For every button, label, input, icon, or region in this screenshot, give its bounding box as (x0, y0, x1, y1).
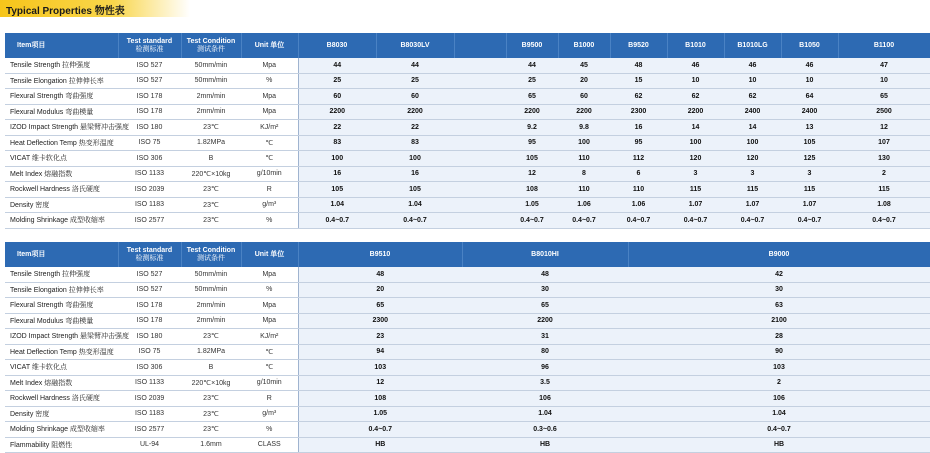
grade-header: B1010 (667, 33, 724, 58)
property-value: 25 (376, 73, 454, 89)
property-value: 20 (298, 282, 462, 298)
test-standard: ISO 306 (118, 360, 181, 376)
test-condition: 23℃ (181, 213, 241, 229)
property-value: 1.06 (610, 197, 667, 213)
property-value: 10 (667, 73, 724, 89)
test-condition: 2mm/min (181, 298, 241, 314)
unit: % (241, 73, 298, 89)
property-value: 64 (781, 89, 838, 105)
property-value: 0.4~0.7 (781, 213, 838, 229)
grade-header: B9000 (628, 242, 930, 267)
table-row (5, 182, 930, 198)
test-standard: ISO 2039 (118, 391, 181, 407)
property-value (454, 73, 506, 89)
test-standard: ISO 178 (118, 298, 181, 314)
unit: R (241, 182, 298, 198)
property-value: 103 (298, 360, 462, 376)
test-standard: ISO 527 (118, 282, 181, 298)
table-row (5, 166, 930, 182)
property-value: 2300 (298, 313, 462, 329)
property-name: IZOD Impact Strength 悬梁臂冲击强度 (5, 120, 118, 136)
property-name: Flexural Modulus 弯曲模量 (5, 313, 118, 329)
property-name: Tensile Strength 拉伸强度 (5, 267, 118, 282)
property-value: 1.04 (298, 197, 376, 213)
property-value: 106 (462, 391, 628, 407)
grade-header: B9500 (506, 33, 558, 58)
property-name: VICAT 维卡软化点 (5, 151, 118, 167)
property-name: IZOD Impact Strength 悬梁臂冲击强度 (5, 329, 118, 345)
property-value: 31 (462, 329, 628, 345)
property-value: 110 (558, 182, 610, 198)
property-value: 83 (298, 135, 376, 151)
test-condition: 50mm/min (181, 282, 241, 298)
property-value: 108 (298, 391, 462, 407)
property-value: 2200 (462, 313, 628, 329)
property-value: 105 (376, 182, 454, 198)
property-value: 65 (838, 89, 930, 105)
property-value (454, 151, 506, 167)
unit: g/m³ (241, 406, 298, 422)
test-condition: 1.82MPa (181, 135, 241, 151)
table-1-body (5, 58, 930, 228)
property-value: 105 (298, 182, 376, 198)
test-condition: 220℃×10kg (181, 375, 241, 391)
property-value: 20 (558, 73, 610, 89)
test-condition: 23℃ (181, 329, 241, 345)
property-name: Density 密度 (5, 406, 118, 422)
grade-header: B8030 (298, 33, 376, 58)
table-row (5, 298, 930, 314)
unit: R (241, 391, 298, 407)
property-value: 28 (628, 329, 930, 345)
table-row (5, 104, 930, 120)
test-standard: ISO 75 (118, 135, 181, 151)
property-value: 3 (781, 166, 838, 182)
grade-header: B9520 (610, 33, 667, 58)
test-standard: ISO 178 (118, 89, 181, 105)
property-name: Flexural Strength 弯曲强度 (5, 298, 118, 314)
grade-header: B1010LG (724, 33, 781, 58)
property-value (454, 197, 506, 213)
property-value: 115 (838, 182, 930, 198)
property-value: 44 (298, 58, 376, 73)
property-value: 22 (298, 120, 376, 136)
table-row (5, 375, 930, 391)
test-standard: ISO 527 (118, 73, 181, 89)
property-value: 0.4~0.7 (506, 213, 558, 229)
property-value: 96 (462, 360, 628, 376)
test-standard: ISO 180 (118, 329, 181, 345)
property-value: 100 (298, 151, 376, 167)
property-value: 2200 (558, 104, 610, 120)
test-condition: 2mm/min (181, 89, 241, 105)
property-value: 2200 (667, 104, 724, 120)
test-condition: B (181, 360, 241, 376)
property-value: 42 (628, 267, 930, 282)
test-condition: 23℃ (181, 197, 241, 213)
property-value: 16 (376, 166, 454, 182)
property-value: 62 (610, 89, 667, 105)
property-value: 0.4~0.7 (298, 422, 462, 438)
property-value: 22 (376, 120, 454, 136)
property-value: 16 (298, 166, 376, 182)
property-value: 108 (506, 182, 558, 198)
test-condition: 1.82MPa (181, 344, 241, 360)
property-value: 120 (667, 151, 724, 167)
unit: ℃ (241, 135, 298, 151)
unit: CLASS (241, 437, 298, 453)
property-value: 3.5 (462, 375, 628, 391)
table-header-row (5, 242, 930, 267)
table-row (5, 267, 930, 282)
grade-header: B8010HI (462, 242, 628, 267)
table-row (5, 89, 930, 105)
property-value: 25 (506, 73, 558, 89)
property-value: 115 (667, 182, 724, 198)
property-value: 65 (298, 298, 462, 314)
table-row (5, 313, 930, 329)
table-row (5, 406, 930, 422)
property-value: 14 (724, 120, 781, 136)
grade-header: B9510 (298, 242, 462, 267)
test-standard: ISO 75 (118, 344, 181, 360)
property-value: 30 (462, 282, 628, 298)
unit: Mpa (241, 58, 298, 73)
property-value: 65 (506, 89, 558, 105)
property-value: 48 (610, 58, 667, 73)
property-value: 2400 (724, 104, 781, 120)
property-value: 25 (298, 73, 376, 89)
property-value: 105 (781, 135, 838, 151)
property-value: 106 (628, 391, 930, 407)
unit: ℃ (241, 151, 298, 167)
property-value (454, 182, 506, 198)
property-value: 63 (628, 298, 930, 314)
unit: KJ/m² (241, 120, 298, 136)
unit: % (241, 213, 298, 229)
property-value: 2400 (781, 104, 838, 120)
unit: % (241, 422, 298, 438)
header-item: Item项目 (5, 33, 118, 58)
test-standard: ISO 1133 (118, 375, 181, 391)
property-value: 94 (298, 344, 462, 360)
test-condition: 23℃ (181, 120, 241, 136)
property-value: 0.4~0.7 (376, 213, 454, 229)
unit: g/10min (241, 375, 298, 391)
property-value: 14 (667, 120, 724, 136)
table-row (5, 282, 930, 298)
property-value: 16 (610, 120, 667, 136)
property-value: 0.4~0.7 (724, 213, 781, 229)
property-value: 1.08 (838, 197, 930, 213)
property-value: 2 (628, 375, 930, 391)
grade-header: B1100 (838, 33, 930, 58)
property-value (454, 213, 506, 229)
property-value: 3 (667, 166, 724, 182)
test-condition: 23℃ (181, 422, 241, 438)
test-condition: 23℃ (181, 182, 241, 198)
property-value: 0.4~0.7 (667, 213, 724, 229)
table-row (5, 391, 930, 407)
test-condition: 23℃ (181, 406, 241, 422)
header-standard: Test standard 检测标准 (118, 33, 181, 58)
unit: Mpa (241, 298, 298, 314)
table-row (5, 73, 930, 89)
property-name: Rockwell Hardness 洛氏硬度 (5, 182, 118, 198)
property-value: 100 (558, 135, 610, 151)
property-value: 1.04 (462, 406, 628, 422)
property-name: Molding Shrinkage 成型收缩率 (5, 213, 118, 229)
table-row (5, 344, 930, 360)
test-condition: 220℃×10kg (181, 166, 241, 182)
property-value: 95 (610, 135, 667, 151)
property-value: 9.2 (506, 120, 558, 136)
properties-table-1 (5, 33, 930, 229)
property-value: 48 (298, 267, 462, 282)
property-value: 47 (838, 58, 930, 73)
table-header-row (5, 33, 930, 58)
property-value: 44 (506, 58, 558, 73)
property-value: 45 (558, 58, 610, 73)
property-value: 46 (781, 58, 838, 73)
table-row (5, 151, 930, 167)
property-value: 1.05 (506, 197, 558, 213)
test-standard: ISO 178 (118, 313, 181, 329)
property-value: 0.4~0.7 (610, 213, 667, 229)
property-value: 12 (506, 166, 558, 182)
property-value: 62 (724, 89, 781, 105)
property-value: 1.04 (628, 406, 930, 422)
test-standard: ISO 1183 (118, 406, 181, 422)
property-value: 2 (838, 166, 930, 182)
property-value: 100 (376, 151, 454, 167)
test-condition: 2mm/min (181, 313, 241, 329)
property-value: HB (628, 437, 930, 453)
page-title: Typical Properties 物性表 (6, 6, 125, 17)
title-banner (0, 0, 190, 17)
property-value: 46 (667, 58, 724, 73)
property-value: 44 (376, 58, 454, 73)
property-value: 2200 (376, 104, 454, 120)
property-value (454, 166, 506, 182)
property-name: Flexural Modulus 弯曲模量 (5, 104, 118, 120)
property-value: 65 (462, 298, 628, 314)
property-value: 8 (558, 166, 610, 182)
header-unit: Unit 单位 (241, 242, 298, 267)
property-value: 48 (462, 267, 628, 282)
property-value: HB (298, 437, 462, 453)
grade-header: B1000 (558, 33, 610, 58)
test-standard: ISO 527 (118, 58, 181, 73)
property-value: 2200 (506, 104, 558, 120)
property-value: 0.4~0.7 (628, 422, 930, 438)
property-name: Tensile Elongation 拉伸伸长率 (5, 73, 118, 89)
property-name: Tensile Strength 拉伸强度 (5, 58, 118, 73)
unit: Mpa (241, 89, 298, 105)
test-standard: ISO 306 (118, 151, 181, 167)
property-value: 110 (610, 182, 667, 198)
property-value: 130 (838, 151, 930, 167)
property-value: 2500 (838, 104, 930, 120)
unit: ℃ (241, 344, 298, 360)
property-value: 10 (781, 73, 838, 89)
property-value: 3 (724, 166, 781, 182)
table-row (5, 58, 930, 73)
unit: g/m³ (241, 197, 298, 213)
property-value: 12 (838, 120, 930, 136)
test-condition: 1.6mm (181, 437, 241, 453)
test-standard: ISO 178 (118, 104, 181, 120)
property-value: 90 (628, 344, 930, 360)
property-value: 10 (724, 73, 781, 89)
property-value: 103 (628, 360, 930, 376)
property-name: VICAT 维卡软化点 (5, 360, 118, 376)
property-value: 0.4~0.7 (298, 213, 376, 229)
grade-header: B1050 (781, 33, 838, 58)
property-value: 23 (298, 329, 462, 345)
property-value: 60 (558, 89, 610, 105)
property-value: 83 (376, 135, 454, 151)
property-value (454, 89, 506, 105)
test-condition: 50mm/min (181, 267, 241, 282)
table-2-body (5, 267, 930, 453)
property-name: Tensile Elongation 拉伸伸长率 (5, 282, 118, 298)
test-standard: ISO 2577 (118, 213, 181, 229)
property-value: 15 (610, 73, 667, 89)
property-value: 60 (376, 89, 454, 105)
unit: ℃ (241, 360, 298, 376)
property-value: 12 (298, 375, 462, 391)
unit: Mpa (241, 104, 298, 120)
table-row (5, 360, 930, 376)
unit: Mpa (241, 313, 298, 329)
property-value: 1.04 (376, 197, 454, 213)
property-name: Flexural Strength 弯曲强度 (5, 89, 118, 105)
property-value: 105 (506, 151, 558, 167)
unit: KJ/m² (241, 329, 298, 345)
table-row (5, 120, 930, 136)
property-name: Melt Index 熔融指数 (5, 166, 118, 182)
property-name: Heat Deflection Temp 热变形温度 (5, 135, 118, 151)
table-row (5, 135, 930, 151)
table-row (5, 437, 930, 453)
property-name: Flammability 阻燃性 (5, 437, 118, 453)
property-name: Rockwell Hardness 洛氏硬度 (5, 391, 118, 407)
property-value: 120 (724, 151, 781, 167)
property-name: Heat Deflection Temp 热变形温度 (5, 344, 118, 360)
table-row (5, 422, 930, 438)
property-value: 115 (724, 182, 781, 198)
header-standard: Test standard 检测标准 (118, 242, 181, 267)
test-standard: ISO 527 (118, 267, 181, 282)
property-value (454, 104, 506, 120)
test-condition: 50mm/min (181, 73, 241, 89)
header-unit: Unit 单位 (241, 33, 298, 58)
test-standard: ISO 2039 (118, 182, 181, 198)
test-condition: 50mm/min (181, 58, 241, 73)
property-value (454, 58, 506, 73)
property-value: HB (462, 437, 628, 453)
property-value: 100 (667, 135, 724, 151)
test-condition: 2mm/min (181, 104, 241, 120)
property-value: 100 (724, 135, 781, 151)
property-value: 1.07 (667, 197, 724, 213)
table-row (5, 213, 930, 229)
grade-header (454, 33, 506, 58)
unit: g/10min (241, 166, 298, 182)
property-value: 2100 (628, 313, 930, 329)
property-value: 1.06 (558, 197, 610, 213)
unit: % (241, 282, 298, 298)
property-value: 9.8 (558, 120, 610, 136)
test-standard: UL-94 (118, 437, 181, 453)
property-value: 2200 (298, 104, 376, 120)
property-value: 62 (667, 89, 724, 105)
property-value: 0.3~0.6 (462, 422, 628, 438)
header-condition: Test Condition 测试条件 (181, 242, 241, 267)
property-value (454, 120, 506, 136)
property-name: Melt Index 熔融指数 (5, 375, 118, 391)
test-condition: B (181, 151, 241, 167)
property-value: 95 (506, 135, 558, 151)
property-value (454, 135, 506, 151)
property-value: 6 (610, 166, 667, 182)
property-name: Density 密度 (5, 197, 118, 213)
property-value: 1.07 (724, 197, 781, 213)
test-standard: ISO 1183 (118, 197, 181, 213)
property-value: 0.4~0.7 (558, 213, 610, 229)
property-value: 0.4~0.7 (838, 213, 930, 229)
header-condition: Test Condition 测试条件 (181, 33, 241, 58)
table-row (5, 329, 930, 345)
property-value: 110 (558, 151, 610, 167)
grade-header: B8030LV (376, 33, 454, 58)
property-value: 107 (838, 135, 930, 151)
test-standard: ISO 2577 (118, 422, 181, 438)
property-value: 80 (462, 344, 628, 360)
test-condition: 23℃ (181, 391, 241, 407)
property-value: 13 (781, 120, 838, 136)
property-value: 60 (298, 89, 376, 105)
property-value: 1.07 (781, 197, 838, 213)
header-item: Item项目 (5, 242, 118, 267)
property-value: 30 (628, 282, 930, 298)
unit: Mpa (241, 267, 298, 282)
property-value: 125 (781, 151, 838, 167)
property-value: 46 (724, 58, 781, 73)
property-value: 10 (838, 73, 930, 89)
property-value: 115 (781, 182, 838, 198)
test-standard: ISO 180 (118, 120, 181, 136)
property-value: 1.05 (298, 406, 462, 422)
properties-table-2 (5, 242, 930, 453)
property-value: 2300 (610, 104, 667, 120)
test-standard: ISO 1133 (118, 166, 181, 182)
property-value: 112 (610, 151, 667, 167)
table-row (5, 197, 930, 213)
property-name: Molding Shrinkage 成型收缩率 (5, 422, 118, 438)
